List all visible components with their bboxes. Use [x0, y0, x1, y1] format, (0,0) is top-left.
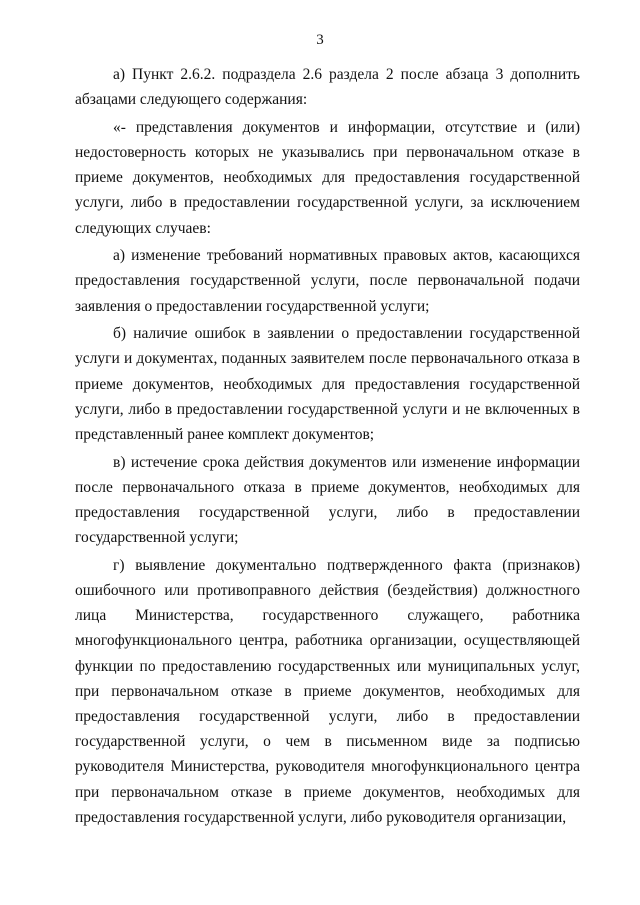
paragraph-item-a: а) изменение требований нормативных правовых актов, касающихся предоставления государственной услуги, после первоначальной подачи заявления о предоставлении государственной услуги; — [75, 247, 580, 315]
paragraph-item-g: г) выявление документально подтвержденного факта (признаков) ошибочного или противоправного действия (бездействия) должностного лица Министерства, государственного служащего, работника многофункционального центра, работника организации, осуществляющей функции по предоставлению государственных или муниципальных услуг, при первоначальном отказе в приеме документов, необходимых для предоставления государственной услуги, либо в предоставлении государственной услуги, о чем в письменном виде за подписью руководителя Министерства, руководителя многофункционального центра при первоначальном отказе в приеме документов, необходимых для предоставления государственной услуги, либо руководителя организации, — [75, 556, 580, 826]
paragraph-quoted-clause: «- представления документов и информации, отсутствие и (или) недостоверность которых не указывались при первоначальном отказе в приеме документов, необходимых для предоставления государственной услуги, либо в предоставлении государственной услуги, за исключением следующих случаев: — [75, 118, 580, 237]
paragraph-item-v: в) истечение срока действия документов или изменение информации после первоначального отказа в приеме документов, необходимых для предоставления государственной услуги, либо в предоставлении государственной услуги; — [75, 453, 580, 547]
page-number: 3 — [316, 32, 324, 48]
document-body — [75, 62, 580, 832]
paragraph-item-b: б) наличие ошибок в заявлении о предоставлении государственной услуги и документах, поданных заявителем после первоначального отказа в приеме документов, необходимых для предоставления государственной услуги, либо в предоставлении государственной услуги и не включенных в представленный ранее комплект документов; — [75, 325, 580, 444]
paragraph-amendment-intro: а) Пункт 2.6.2. подраздела 2.6 раздела 2 после абзаца 3 дополнить абзацами следующего содержания: — [75, 66, 580, 109]
